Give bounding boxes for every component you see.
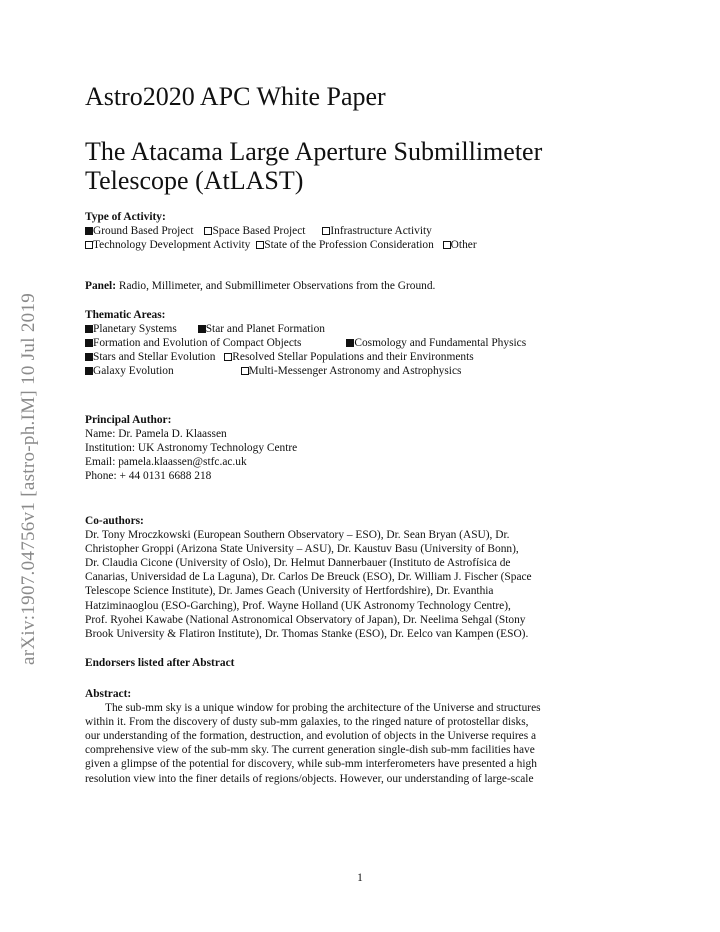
- abstract-line: within it. From the discovery of dusty sub-mm galaxies, to the ringed nature of protostellar disks,: [85, 716, 529, 729]
- coauthors-line: Telescope Science Institute), Dr. James Geach (University of Hertfordshire), Dr. Evanthia: [85, 585, 494, 598]
- checkbox-checked-icon: [85, 367, 93, 375]
- paper-title: The Atacama Large Aperture Submillimeter Telescope (AtLAST): [85, 137, 543, 195]
- thematic-area-planetary: Planetary Systems: [85, 323, 177, 335]
- thematic-area-multi-messenger: Multi-Messenger Astronomy and Astrophysics: [241, 365, 462, 377]
- checkbox-checked-icon: [85, 339, 93, 347]
- coauthors-line: Dr. Tony Mroczkowski (European Southern Observatory – ESO), Dr. Sean Bryan (ASU), Dr.: [85, 529, 510, 542]
- checkbox-empty-icon: [241, 367, 249, 375]
- panel-section: [85, 279, 640, 293]
- coauthors-line: Dr. Claudia Cicone (University of Oslo), Dr. Helmut Dannerbauer (Instituto de Astrofísica de: [85, 557, 511, 570]
- coauthors-line: Brook University & Flatiron Institute), Dr. Thomas Stanke (ESO), Dr. Eelco van Kampen (ESO).: [85, 627, 529, 640]
- activity-option-infrastructure: Infrastructure Activity: [322, 225, 432, 237]
- activity-option-ground: Ground Based Project: [85, 225, 194, 237]
- endorsers-note: Endorsers listed after Abstract: [85, 657, 235, 669]
- checkbox-checked-icon: [85, 353, 93, 361]
- thematic-area-stellar-evolution: Stars and Stellar Evolution: [85, 351, 215, 363]
- abstract-line: our understanding of the formation, destruction, and evolution of objects in the Universe requires a: [85, 730, 537, 743]
- principal-author-section: [85, 413, 640, 483]
- abstract-section: [85, 687, 640, 786]
- activity-option-technology: Technology Development Activity: [85, 239, 250, 251]
- activity-option-other: Other: [443, 239, 477, 251]
- page-number: 1: [357, 872, 363, 884]
- author-phone: Phone: + 44 0131 6688 218: [85, 470, 212, 483]
- panel-label: Panel:: [85, 280, 117, 292]
- checkbox-empty-icon: [443, 241, 451, 249]
- author-name: Name: Dr. Pamela D. Klaassen: [85, 428, 227, 441]
- checkbox-checked-icon: [85, 325, 93, 333]
- author-institution: Institution: UK Astronomy Technology Centre: [85, 442, 298, 455]
- activity-section: [85, 210, 640, 252]
- thematic-area-resolved-populations: Resolved Stellar Populations and their Environments: [224, 351, 473, 363]
- checkbox-empty-icon: [85, 241, 93, 249]
- checkbox-checked-icon: [85, 227, 93, 235]
- abstract-line: comprehensive view of the sub-mm sky. The current generation single-dish sub-mm facilities have: [85, 744, 535, 757]
- abstract-line: The sub-mm sky is a unique window for probing the architecture of the Universe and structures: [105, 702, 541, 715]
- thematic-area-cosmology: Cosmology and Fundamental Physics: [346, 337, 526, 349]
- coauthors-line: Prof. Ryohei Kawabe (National Astronomical Observatory of Japan), Dr. Neelima Sehgal (Stony: [85, 613, 526, 626]
- abstract-line: resolution view into the finer details of regions/objects. However, our understanding of large-scale: [85, 772, 534, 785]
- activity-option-space: Space Based Project: [204, 225, 305, 237]
- activity-option-profession: State of the Profession Consideration: [256, 239, 434, 251]
- thematic-label: Thematic Areas:: [85, 309, 166, 321]
- thematic-section: [85, 308, 640, 378]
- principal-author-label: Principal Author:: [85, 414, 172, 426]
- abstract-line: given a glimpse of the potential for discovery, while sub-mm interferometers have presented a high: [85, 758, 537, 771]
- coauthors-section: [85, 514, 640, 641]
- coauthors-label: Co-authors:: [85, 515, 144, 527]
- coauthors-line: Christopher Groppi (Arizona State University – ASU), Dr. Kaustuv Basu (University of Bonn),: [85, 543, 519, 556]
- activity-label: Type of Activity:: [85, 211, 166, 223]
- document-type-heading: Astro2020 APC White Paper: [85, 82, 386, 111]
- coauthors-line: Canarias, Universidad de La Laguna), Dr. Carlos De Breuck (ESO), Dr. William J. Fischer (Space: [85, 571, 532, 584]
- arxiv-margin-stamp: arXiv:1907.04756v1 [astro-ph.IM] 10 Jul 2019: [18, 292, 39, 665]
- thematic-area-compact-objects: Formation and Evolution of Compact Objects: [85, 337, 301, 349]
- panel-text: Radio, Millimeter, and Submillimeter Observations from the Ground.: [118, 280, 436, 292]
- checkbox-checked-icon: [198, 325, 206, 333]
- author-email: Email: pamela.klaassen@stfc.ac.uk: [85, 456, 247, 469]
- abstract-label: Abstract:: [85, 688, 132, 700]
- coauthors-line: Hatziminaoglou (ESO-Garching), Prof. Wayne Holland (UK Astronomy Technology Centre),: [85, 599, 511, 612]
- thematic-area-galaxy-evolution: Galaxy Evolution: [85, 365, 174, 377]
- thematic-area-star-planet: Star and Planet Formation: [198, 323, 325, 335]
